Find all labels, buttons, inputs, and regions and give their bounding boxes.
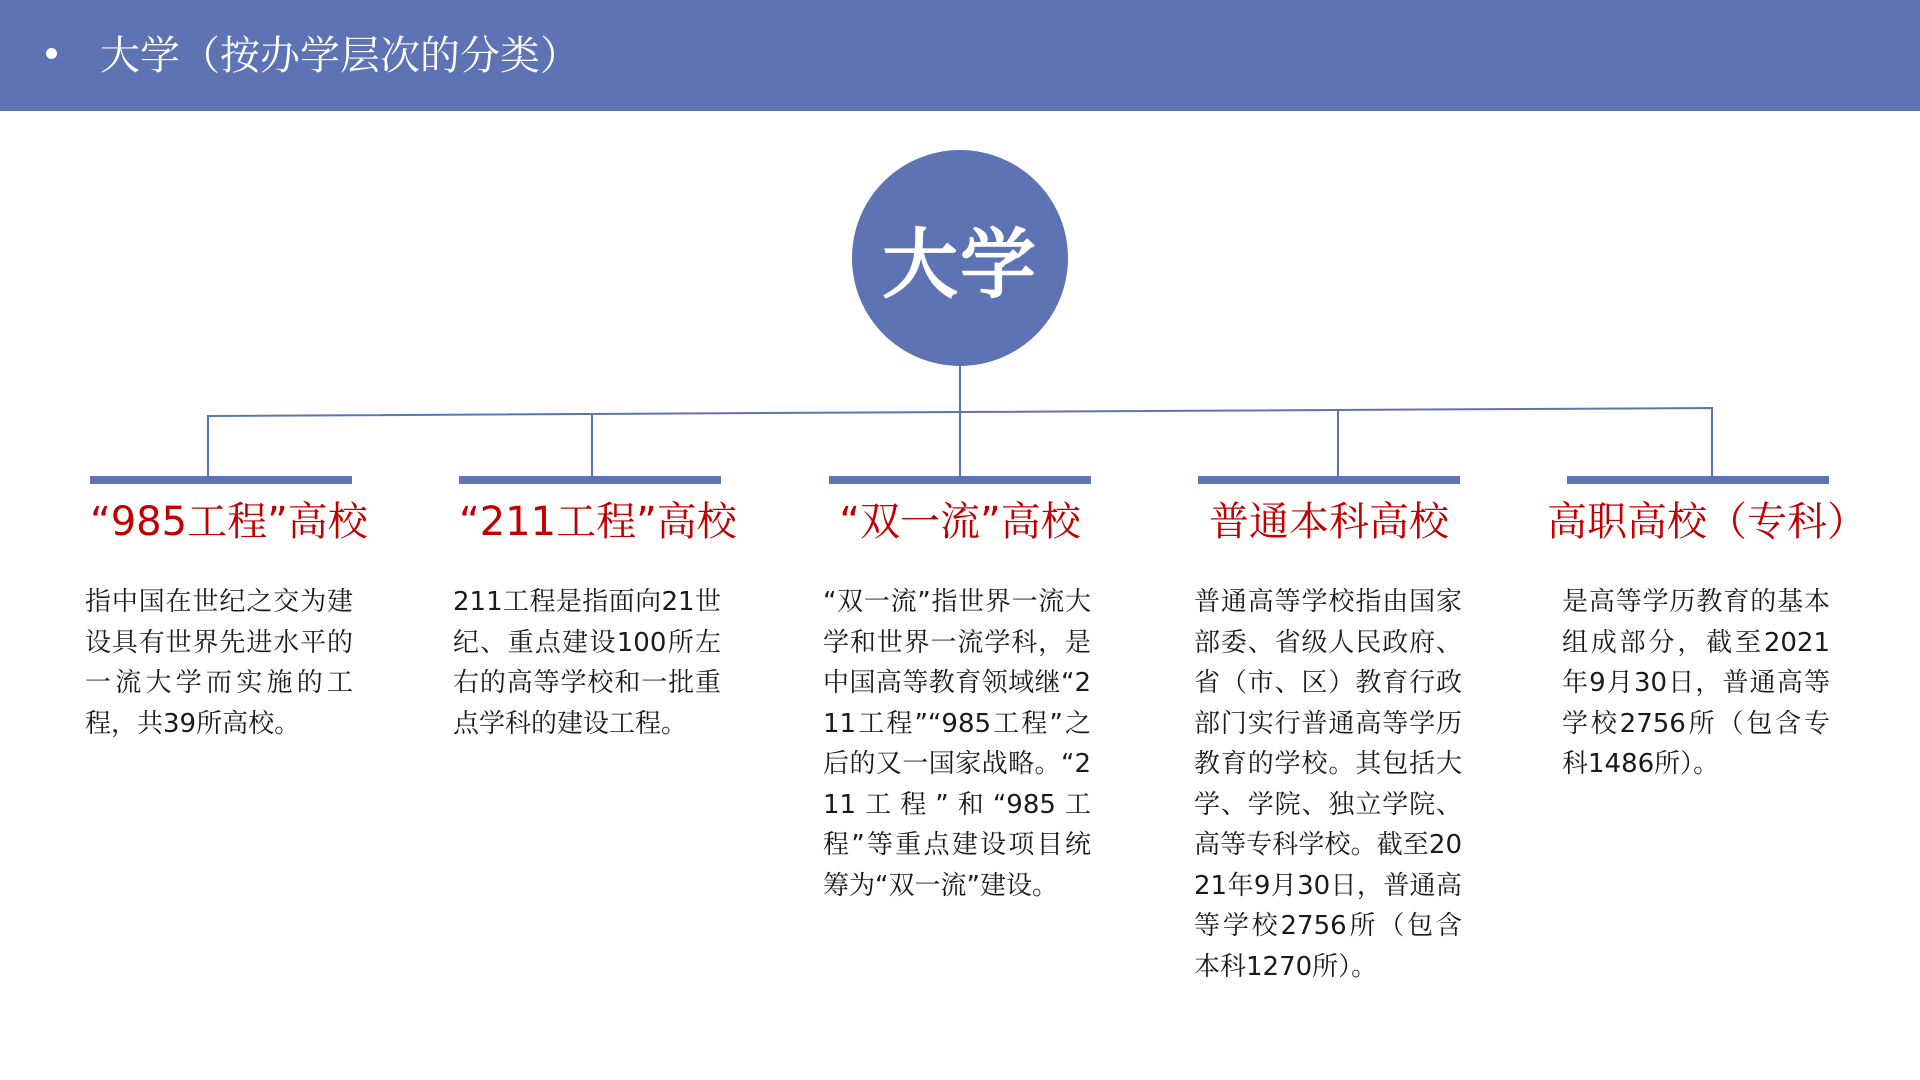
branch-double-first-class	[823, 476, 1091, 901]
branch-title: “985工程”高校	[90, 499, 368, 545]
branch-vocational	[1547, 476, 1867, 779]
center-node	[852, 150, 1068, 366]
branch-description: 普通高等学校指由国家部委、省级人民政府、省（市、区）教育行政部门实行普通高等学历教育的学校。其包括大学、学院、独立学院、高等专科学校。截至2021年9月30日，普通高等学校2756所（包含本科1270所）。	[1194, 587, 1462, 982]
branch-description: “双一流”指世界一流大学和世界一流学科，是中国高等教育领域继“211工程”“985工程”之后的又一国家战略。“211工程”和“985工程”等重点建设项目统筹为“双一流”建设。	[823, 587, 1091, 901]
branch-title: “双一流”高校	[839, 499, 1081, 545]
branch-title: “211工程”高校	[459, 499, 737, 545]
slide-title: 大学（按办学层次的分类）	[100, 33, 580, 79]
branch-211	[453, 476, 737, 739]
branch-description: 211工程是指面向21世纪、重点建设100所左右的高等学校和一批重点学科的建设工程。	[453, 587, 721, 739]
branch-bar	[1567, 476, 1829, 484]
header-bar	[0, 0, 1920, 111]
center-node-label: 大学	[882, 219, 1038, 309]
connector-bus	[208, 408, 1712, 476]
branch-description: 是高等学历教育的基本组成部分，截至2021年9月30日，普通高等学校2756所（包含专科1486所）。	[1562, 587, 1830, 779]
branch-title: 普通本科高校	[1209, 499, 1449, 545]
bullet-icon	[46, 48, 57, 59]
branch-985	[85, 476, 368, 739]
branch-undergraduate	[1194, 476, 1462, 982]
branch-description: 指中国在世纪之交为建设具有世界先进水平的一流大学而实施的工程，共39所高校。	[85, 587, 353, 739]
branch-bar	[90, 476, 352, 484]
branch-bar	[459, 476, 721, 484]
branch-title: 高职高校（专科）	[1547, 499, 1867, 545]
branch-bar	[1198, 476, 1460, 484]
branch-bar	[829, 476, 1091, 484]
